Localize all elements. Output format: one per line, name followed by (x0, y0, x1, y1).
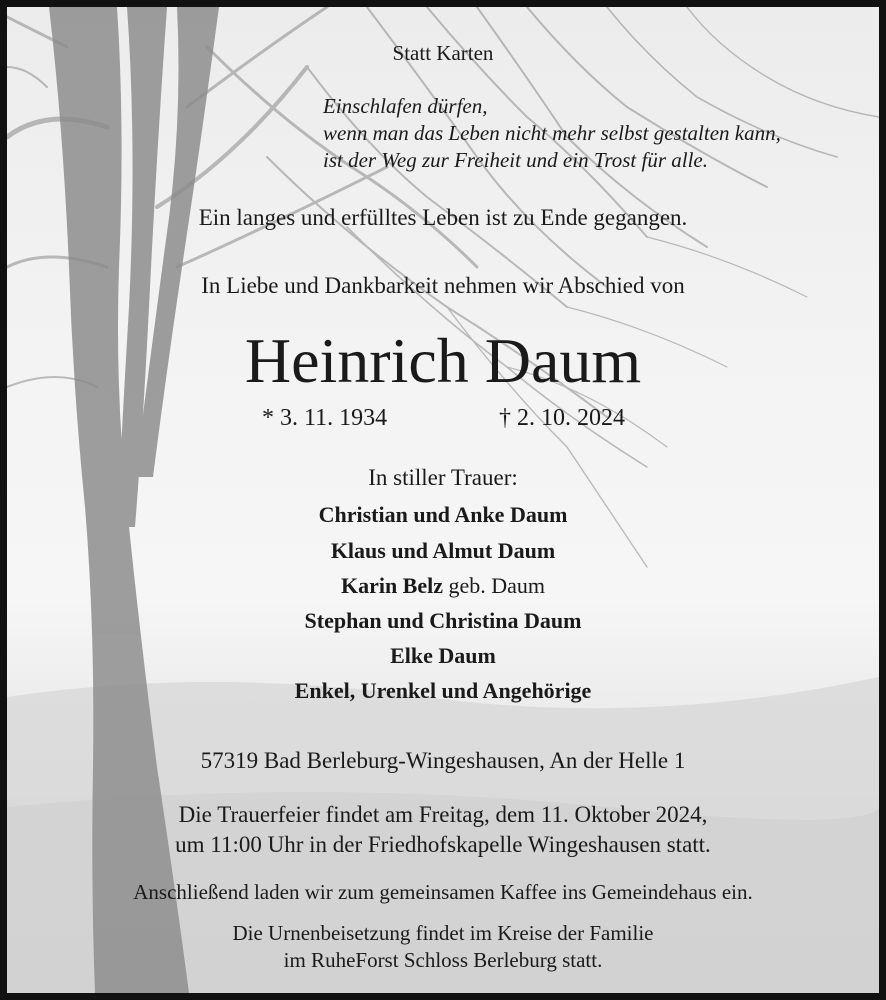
funeral-info: Die Trauerfeier findet am Freitag, dem 11. Oktober 2024, (178, 802, 708, 827)
deceased-name: Heinrich Daum (244, 325, 642, 396)
mourning-intro: In stiller Trauer: (368, 465, 518, 490)
death-date: † 2. 10. 2024 (499, 405, 625, 431)
mourner-name: Klaus und Almut Daum (330, 538, 556, 563)
mourner-maiden-name: geb. Daum (443, 573, 546, 598)
poem-line: Einschlafen dürfen, (323, 94, 488, 118)
birth-date: * 3. 11. 1934 (262, 405, 388, 431)
urn-info: im RuheForst Schloss Berleburg statt. (283, 948, 603, 972)
mourner-entry (7, 573, 879, 599)
funeral-info: um 11:00 Uhr in der Friedhofskapelle Wingeshausen statt. (175, 832, 711, 857)
address: 57319 Bad Berleburg-Wingeshausen, An der Helle 1 (200, 748, 686, 773)
mourner-name: Karin Belz (340, 573, 443, 598)
mourner-name: Elke Daum (390, 643, 496, 668)
urn-info: Die Urnenbeisetzung findet im Kreise der Familie (232, 921, 654, 945)
poem-line: ist der Weg zur Freiheit und ein Trost für alle. (323, 148, 709, 172)
mourner-name: Stephan und Christina Daum (304, 608, 582, 633)
poem (323, 93, 781, 174)
coffee-info: Anschließend laden wir zum gemeinsamen Kaffee ins Gemeindehaus ein. (133, 880, 753, 904)
mourner-name: Enkel, Urenkel und Angehörige (294, 678, 592, 703)
poem-line: wenn man das Leben nicht mehr selbst gestalten kann, (323, 121, 781, 145)
notice-content (7, 7, 879, 993)
intro-text: Ein langes und erfülltes Leben ist zu Ende gegangen. (198, 205, 688, 230)
mourner-name: Christian und Anke Daum (318, 502, 568, 527)
intro-text: In Liebe und Dankbarkeit nehmen wir Abschied von (201, 273, 685, 298)
statt-karten-heading: Statt Karten (392, 41, 494, 65)
